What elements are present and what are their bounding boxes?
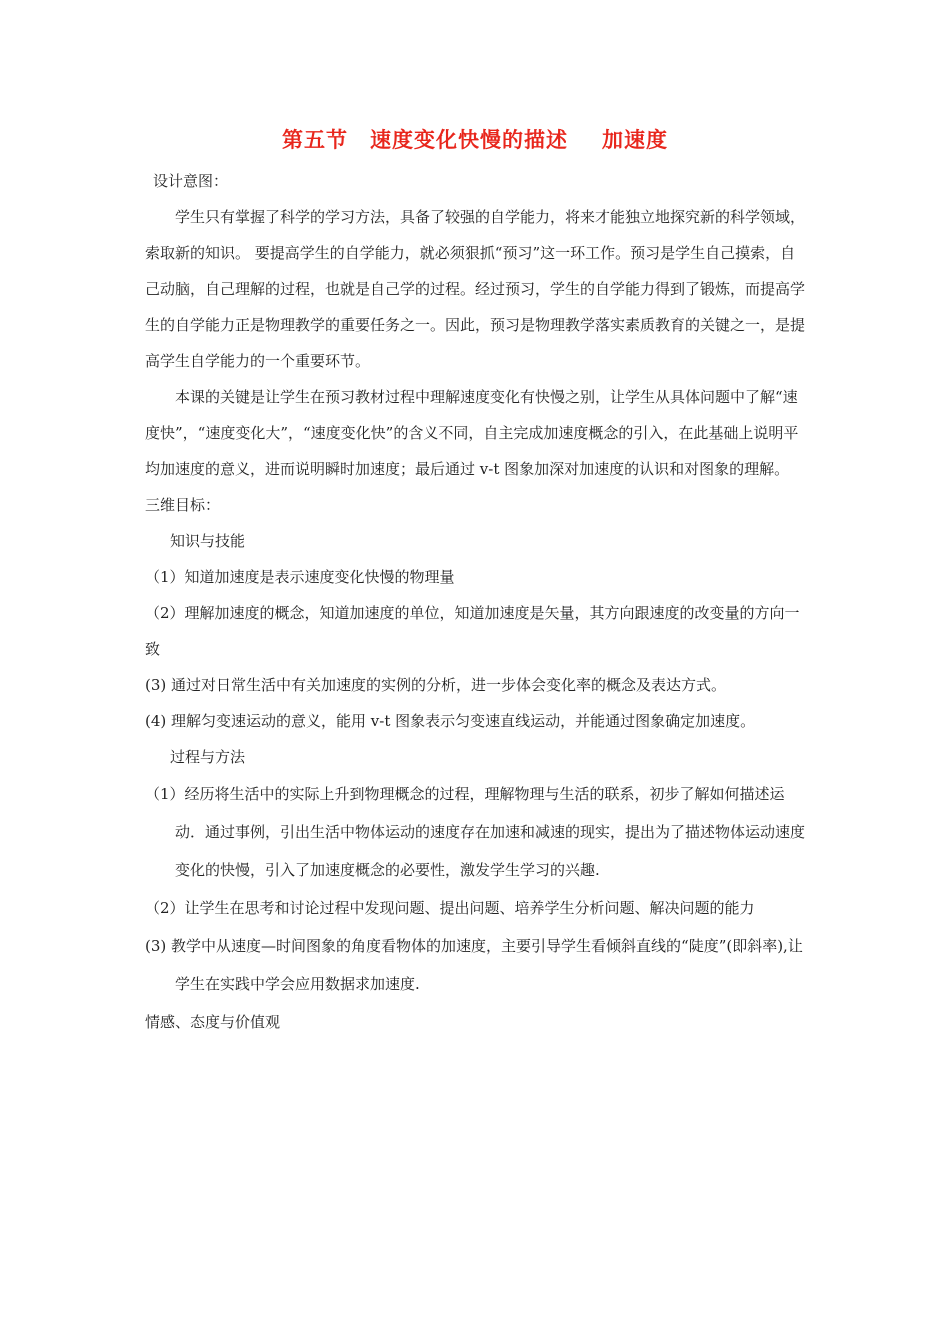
title-topic: 速度变化快慢的描述 [370,128,568,152]
process-item: （1）经历将生活中的实际上升到物理概念的过程，理解物理与生活的联系，初步了解如何描述运动．通过事例，引出生活中物体运动的速度存在加速和减速的现实，提出为了描述物体运动速度变化的快慢，引入了加速度概念的必要性，激发学生学习的兴趣. [145,785,806,879]
title-section: 第五节 [282,128,348,152]
knowledge-item: (4) 理解匀变速运动的意义，能用 v-t 图象表示匀变速直线运动，并能通过图象确定加速度。 [145,712,756,730]
process-heading: 过程与方法 [170,748,246,766]
knowledge-item: （1）知道加速度是表示速度变化快慢的物理量 [145,568,455,586]
emotion-heading: 情感、态度与价值观 [145,1013,281,1031]
design-intent-heading: 设计意图： [153,172,229,190]
knowledge-item: （2）理解加速度的概念，知道加速度的单位，知道加速度是矢量，其方向跟速度的改变量的方向一致 [145,604,800,658]
process-item: (3) 教学中从速度—时间图象的角度看物体的加速度，主要引导学生看倾斜直线的“陡度”(即斜率),让学生在实践中学会应用数据求加速度. [145,937,803,993]
knowledge-item: (3) 通过对日常生活中有关加速度的实例的分析，进一步体会变化率的概念及表达方式。 [145,676,727,694]
process-item: （2）让学生在思考和讨论过程中发现问题、提出问题、培养学生分析问题、解决问题的能力 [145,899,755,917]
document-body [145,163,810,1041]
knowledge-heading: 知识与技能 [170,532,246,550]
goals-heading: 三维目标： [145,496,221,514]
design-intent-paragraph-2: 本课的关键是让学生在预习教材过程中理解速度变化有快慢之别，让学生从具体问题中了解“速度快”，“速度变化大”，“速度变化快”的含义不同，自主完成加速度概念的引入，在此基础上说明平均加速度的意义，进而说明瞬时加速度；最后通过 v-t 图象加深对加速度的认识和对图象的理解。 [145,388,799,478]
page-title [0,124,950,154]
design-intent-paragraph-1: 学生只有掌握了科学的学习方法，具备了较强的自学能力，将来才能独立地探究新的科学领域，索取新的知识。 要提高学生的自学能力，就必须狠抓“预习”这一环工作。预习是学生自己摸索，自己动脑，自己理解的过程，也就是自己学的过程。经过预习，学生的自学能力得到了锻炼，而提高学生的自学能力正是物理教学的重要任务之一。因此，预习是物理教学落实素质教育的关键之一，是提高学生自学能力的一个重要环节。 [145,208,806,370]
title-keyword: 加速度 [602,128,668,152]
